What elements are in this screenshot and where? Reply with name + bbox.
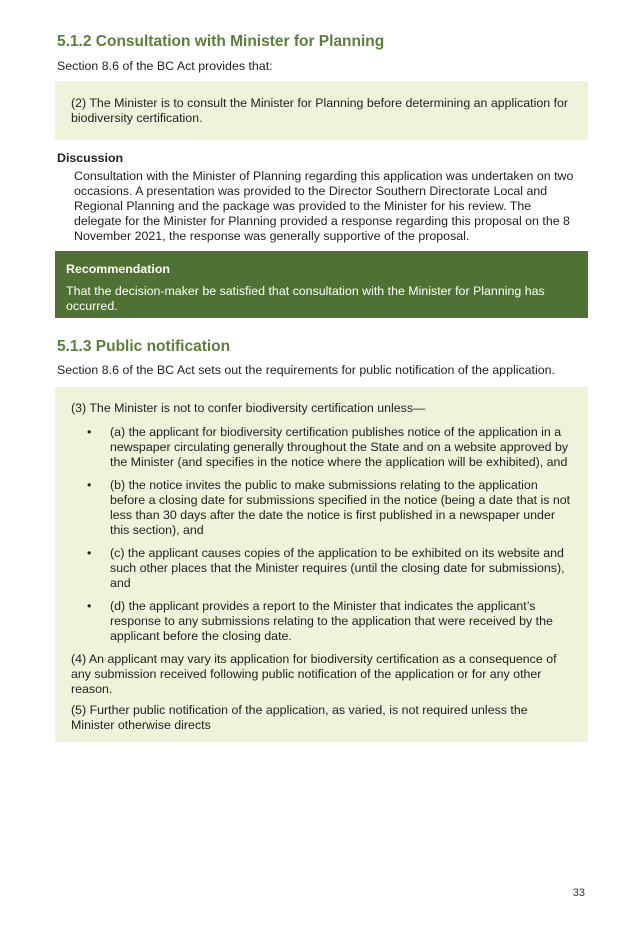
legislation-quote-text: (2) The Minister is to consult the Minister for Planning before determining an application for biodiversity certification. — [71, 96, 569, 125]
condition-item — [71, 478, 572, 538]
section-heading-public-notification: 5.1.3 Public notification — [57, 338, 231, 355]
condition-text: (a) the applicant for biodiversity certification publishes notice of the application in a newspaper circulating generally throughout the State and on a website approved by the Minister (and specifies in the notice where the application will be exhibited), and — [110, 425, 569, 469]
discussion-body: Consultation with the Minister of Planning regarding this application was undertaken on two occasions. A presentation was provided to the Director Southern Directorate Local and Regional Planning and the package was provided to the Minister for his review. The delegate for the Minister for Planning provided a response regarding this proposal on the 8 November 2021, the response was generally supportive of the proposal. — [74, 169, 574, 243]
condition-text: (d) the applicant provides a report to the Minister that indicates the applicant’s response to any submissions relating to the application that were received by the applicant before the closing date. — [110, 599, 553, 643]
bullet-icon: • — [87, 546, 92, 560]
section-heading-consultation: 5.1.2 Consultation with Minister for Planning — [57, 33, 385, 50]
discussion-heading: Discussion — [57, 151, 124, 165]
public-notification-quote-box — [55, 387, 588, 742]
section-intro-consultation: Section 8.6 of the BC Act provides that: — [57, 59, 273, 73]
section-intro-public-notification: Section 8.6 of the BC Act sets out the requirements for public notification of the application. — [57, 363, 555, 377]
bullet-icon: • — [87, 425, 92, 439]
recommendation-text: That the decision-maker be satisfied that consultation with the Minister for Planning has occurred. — [66, 284, 545, 313]
page-number: 33 — [572, 887, 585, 899]
condition-item — [71, 599, 572, 644]
condition-text: (b) the notice invites the public to make submissions relating to the application before a closing date for submissions specified in the notice (being a date that is not less than 30 days after the date the notice is first published in a newspaper under this section), and — [110, 478, 571, 537]
bullet-icon: • — [87, 478, 92, 492]
bullet-icon: • — [87, 599, 92, 613]
recommendation-title: Recommendation — [66, 262, 170, 276]
clause-4-text: (4) An applicant may vary its application for biodiversity certification as a consequence of any submission received following public notification of the application or for any other reason. — [71, 652, 557, 696]
condition-item — [71, 425, 572, 470]
condition-item — [71, 546, 572, 591]
condition-text: (c) the applicant causes copies of the application to be exhibited on its website and such other places that the Minister requires (until the closing date for submissions), and — [110, 546, 565, 590]
recommendation-box — [55, 251, 588, 318]
legislation-quote-box — [55, 81, 588, 140]
conditions-list — [71, 425, 572, 644]
clause-5-text: (5) Further public notification of the application, as varied, is not required unless the Minister otherwise directs — [71, 703, 528, 732]
clause-3-text: (3) The Minister is not to confer biodiversity certification unless— — [71, 401, 426, 415]
